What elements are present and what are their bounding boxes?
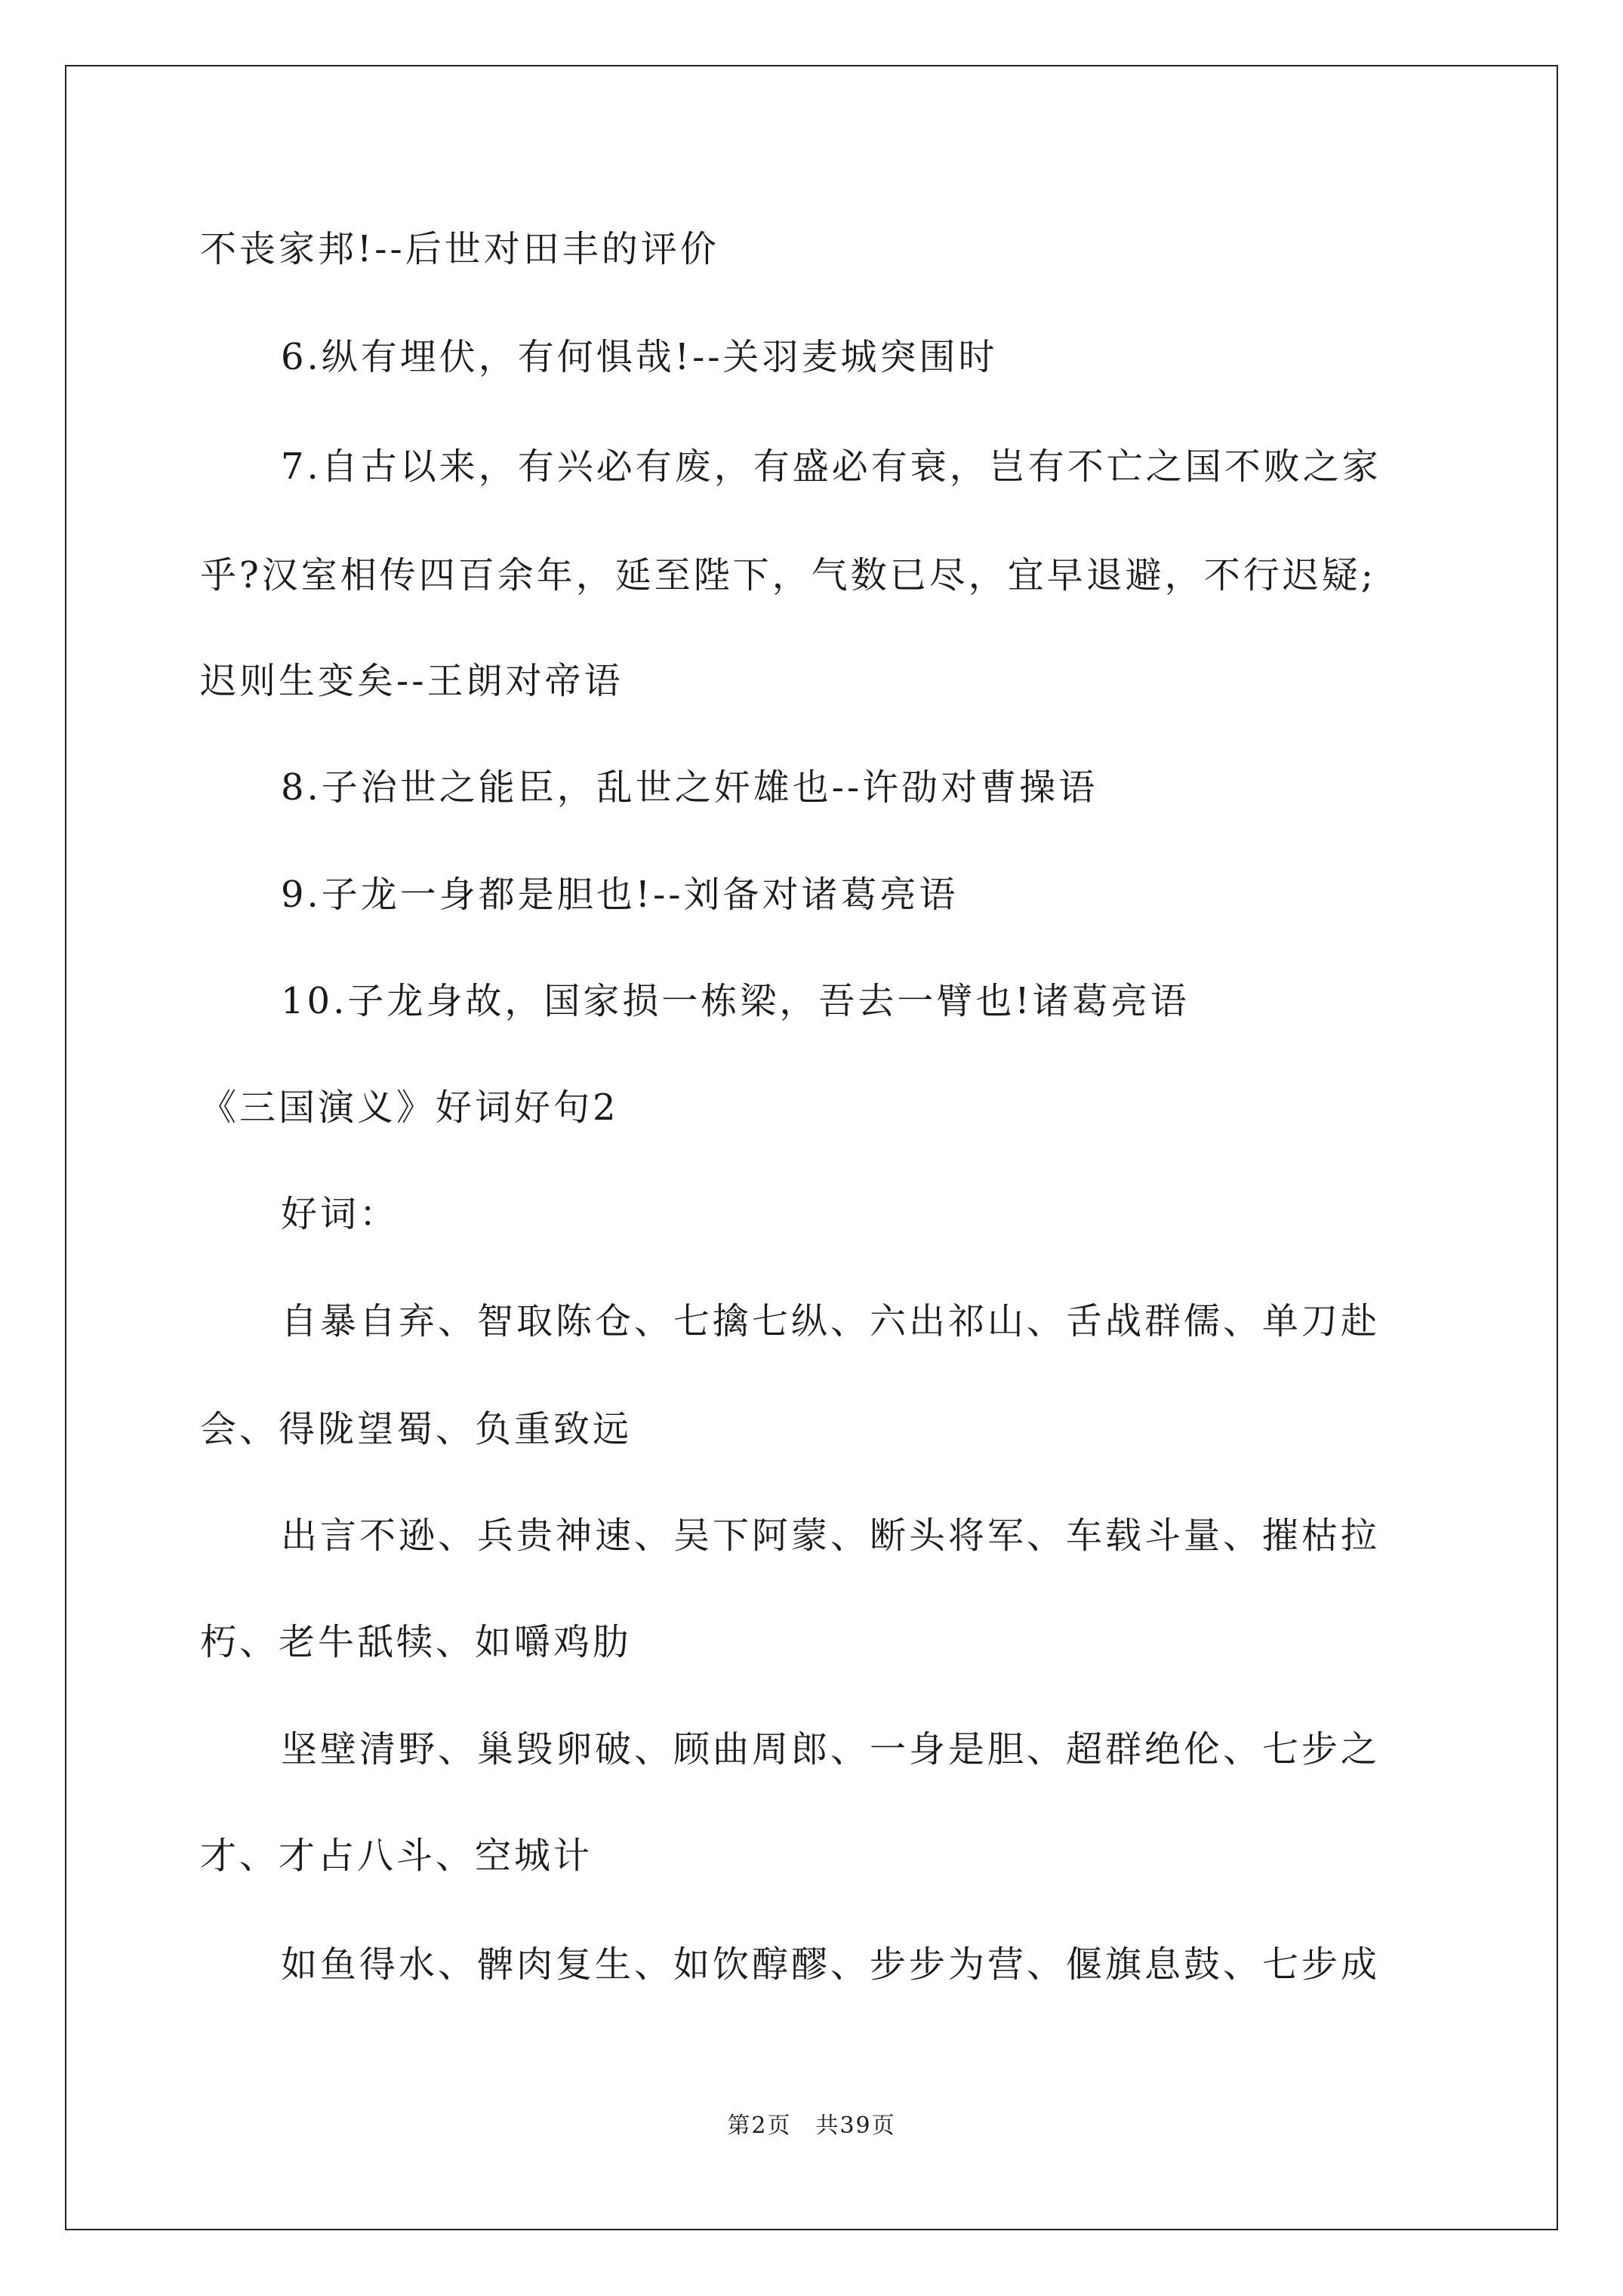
section-heading: 《三国演义》好词好句2 (200, 1086, 619, 1129)
text-line: 6.纵有埋伏，有何惧哉!--关羽麦城突围时 (281, 336, 998, 378)
text-line: 9.子龙一身都是胆也!--刘备对诸葛亮语 (281, 874, 959, 916)
text-line: 才、才占八斗、空城计 (200, 1835, 593, 1877)
text-line: 迟则生变矣--王朗对帝语 (200, 660, 624, 702)
text-line: 朽、老牛舐犊、如嚼鸡肋 (200, 1621, 633, 1663)
text-line: 会、得陇望蜀、负重致远 (200, 1408, 633, 1450)
text-line: 坚壁清野、巢毁卵破、顾曲周郎、一身是胆、超群绝伦、七步之 (281, 1728, 1381, 1771)
text-line: 乎?汉室相传四百余年，延至陛下，气数已尽，宜早退避，不行迟疑; (200, 554, 1376, 596)
text-line: 8.子治世之能臣，乱世之奸雄也--许劭对曹操语 (281, 766, 1098, 809)
text-line: 出言不逊、兵贵神速、吴下阿蒙、断头将军、车载斗量、摧枯拉 (281, 1515, 1381, 1557)
text-line: 不丧家邦!--后世对田丰的评价 (200, 228, 719, 270)
text-line: 7.自古以来，有兴必有废，有盛必有衰，岂有不亡之国不败之家 (281, 445, 1381, 488)
subheading: 好词： (281, 1193, 399, 1235)
text-line: 如鱼得水、髀肉复生、如饮醇醪、步步为营、偃旗息鼓、七步成 (281, 1943, 1381, 1986)
page-footer: 第2页 共39页 (727, 2113, 896, 2139)
text-line: 10.子龙身故，国家损一栋梁，吾去一臂也!诸葛亮语 (281, 980, 1190, 1022)
page-border (65, 65, 1558, 2230)
text-line: 自暴自弃、智取陈仓、七擒七纵、六出祁山、舌战群儒、单刀赴 (281, 1300, 1381, 1342)
